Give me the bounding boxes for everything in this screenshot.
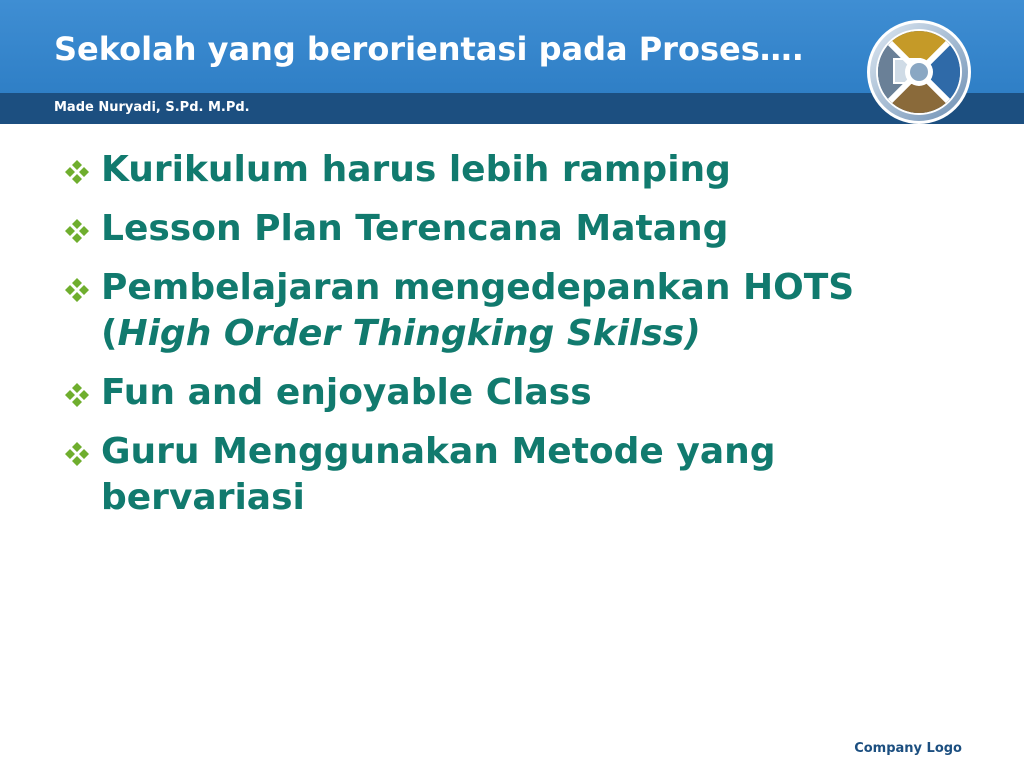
four-diamond-bullet-icon xyxy=(64,218,90,244)
company-logo-text: Company Logo xyxy=(854,741,962,756)
author-name: Made Nuryadi, S.Pd. M.Pd. xyxy=(54,100,250,115)
slide-title: Sekolah yang berorientasi pada Proses…. xyxy=(54,30,804,68)
list-item xyxy=(64,206,964,252)
four-diamond-bullet-icon xyxy=(64,277,90,303)
header-emblem-icon xyxy=(866,19,972,125)
four-diamond-bullet-icon xyxy=(64,159,90,185)
bullet-text: Kurikulum harus lebih ramping xyxy=(101,149,731,190)
four-diamond-bullet-icon xyxy=(64,382,90,408)
list-item xyxy=(64,147,964,193)
bullet-text: Pembelajaran mengedepankan HOTS ( xyxy=(101,267,855,354)
list-item xyxy=(64,265,964,357)
bullet-text: Lesson Plan Terencana Matang xyxy=(101,208,729,249)
list-item xyxy=(64,370,964,416)
list-item xyxy=(64,429,964,521)
bullet-list xyxy=(64,147,964,534)
bullet-text: Guru Menggunakan Metode yang bervariasi xyxy=(101,431,776,518)
bullet-text-italic: High Order Thingking Skilss) xyxy=(117,313,701,354)
bullet-text: Fun and enjoyable Class xyxy=(101,372,592,413)
four-diamond-bullet-icon xyxy=(64,441,90,467)
